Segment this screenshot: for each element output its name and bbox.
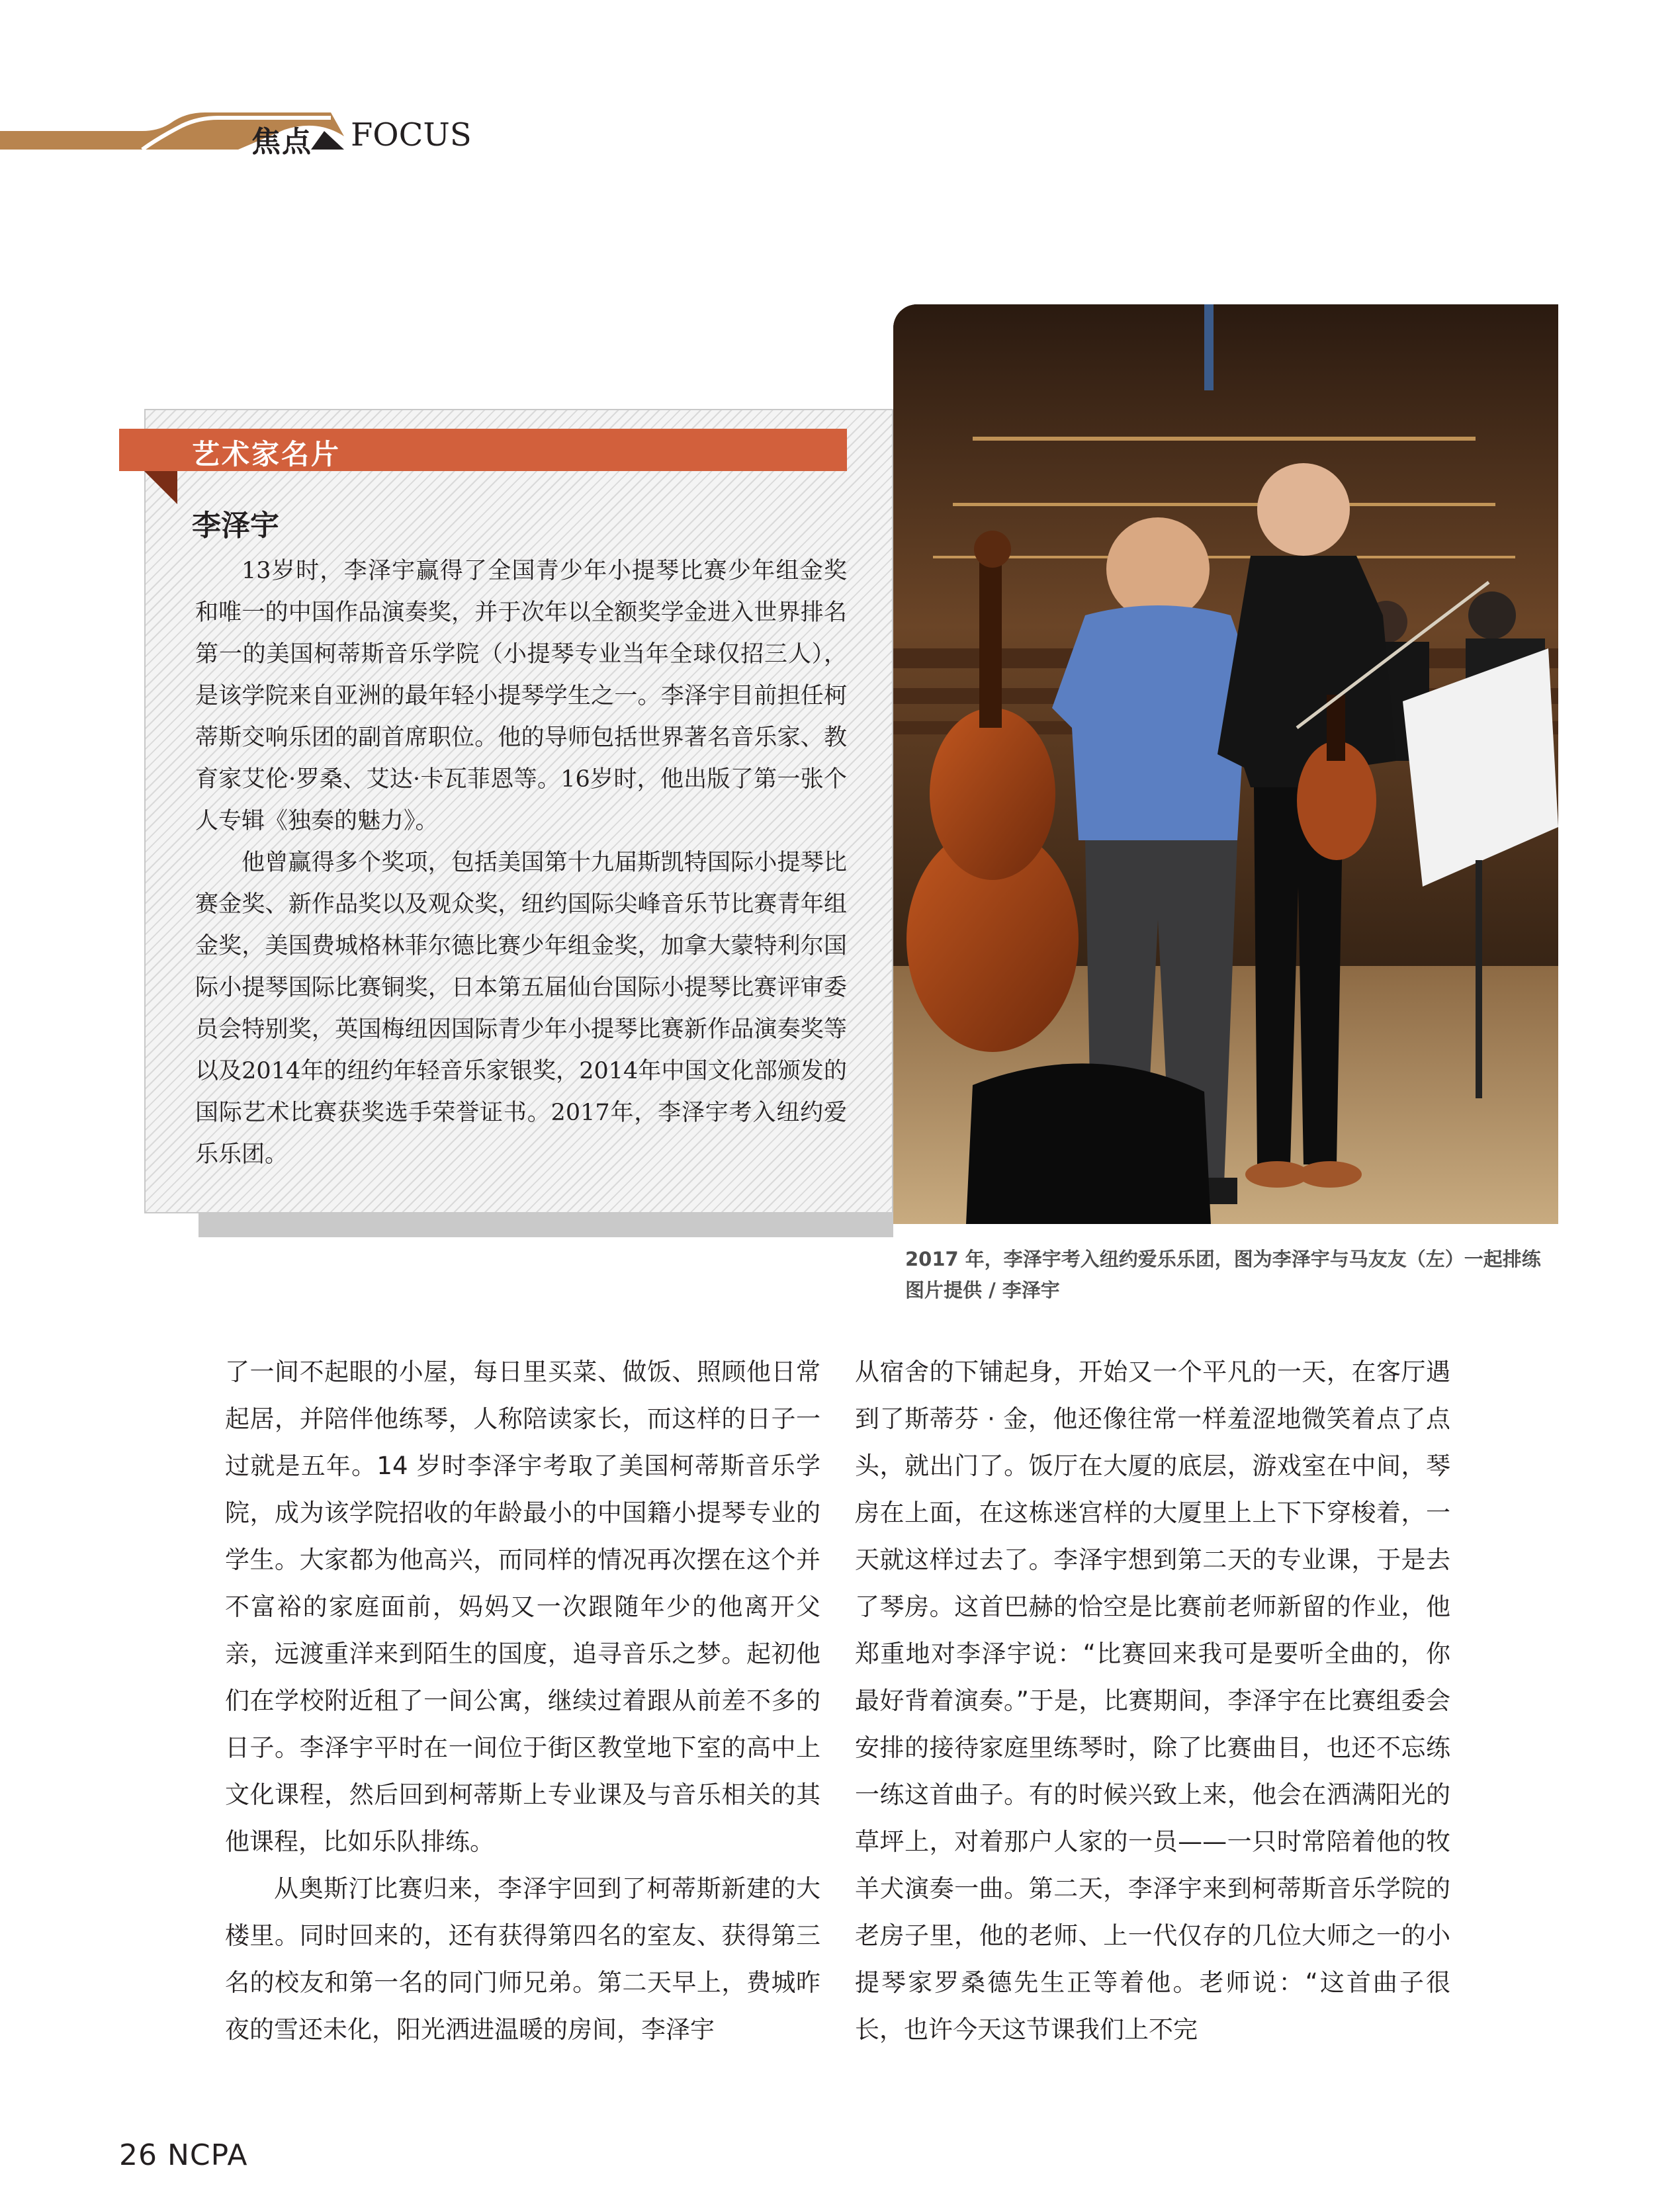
rehearsal-photo bbox=[893, 304, 1558, 1224]
photo-caption: 2017 年，李泽宇考入纽约爱乐乐团，图为李泽宇与马友友（左）一起排练 图片提供 / 李泽宇 bbox=[905, 1248, 1541, 1301]
artist-name: 李泽宇 bbox=[192, 509, 279, 543]
artist-card-tag bbox=[119, 429, 847, 471]
section-title-cn: 焦点 bbox=[251, 125, 312, 159]
article-paragraph: 了一间不起眼的小屋，每日里买菜、做饭、照顾他日常起居，并陪伴他练琴，人称陪读家长，而这样的日子一过就是五年。14 岁时李泽宇考取了美国柯蒂斯音乐学院，成为该学院招收的年龄最小的中国籍小提琴专业的学生。大家都为他高兴，而同样的情况再次摆在这个并不富裕的家庭面前，妈妈又一次跟随年少的他离开父亲，远渡重洋来到陌生的国度，追寻音乐之梦。起初他们在学校附近租了一间公寓，继续过着跟从前差不多的日子。李泽宇平时在一间位于街区教堂地下室的高中上文化课程，然后回到柯蒂斯上专业课及与音乐相关的其他课程，比如乐队排练。 bbox=[225, 1358, 820, 1856]
section-title-en: FOCUS bbox=[351, 116, 472, 153]
photo-illustration bbox=[893, 304, 1558, 1224]
artist-card-tag-label: 艺术家名片 bbox=[192, 438, 341, 470]
article-column-right bbox=[855, 1348, 1450, 2053]
artist-bio bbox=[195, 550, 847, 1176]
tag-fold-corner bbox=[144, 471, 177, 504]
artist-bio-paragraph: 他曾赢得多个奖项，包括美国第十九届斯凯特国际小提琴比赛金奖、新作品奖以及观众奖，纽约国际尖峰音乐节比赛青年组金奖，美国费城格林菲尔德比赛少年组金奖，加拿大蒙特利尔国际小提琴国际比赛铜奖，日本第五届仙台国际小提琴比赛评审委员会特别奖，英国梅纽因国际青少年小提琴比赛新作品演奏奖等以及2014年的纽约年轻音乐家银奖，2014年中国文化部颁发的国际艺术比赛获奖选手荣誉证书。2017年，李泽宇考入纽约爱乐乐团。 bbox=[195, 850, 847, 1168]
magazine-name: NCPA bbox=[167, 2138, 248, 2172]
article-column-left bbox=[225, 1348, 820, 2053]
article-paragraph: 从奥斯汀比赛归来，李泽宇回到了柯蒂斯新建的大楼里。同时回来的，还有获得第四名的室友、获得第三名的校友和第一名的同门师兄弟。第二天早上，费城昨夜的雪还未化，阳光洒进温暖的房间，李泽宇 bbox=[225, 1874, 820, 2044]
page-number: 26 bbox=[119, 2138, 157, 2172]
article-paragraph: 从宿舍的下铺起身，开始又一个平凡的一天，在客厅遇到了斯蒂芬 · 金，他还像往常一样羞涩地微笑着点了点头，就出门了。饭厅在大厦的底层，游戏室在中间，琴房在上面，在这栋迷宫样的大厦里上上下下穿梭着，一天就这样过去了。李泽宇想到第二天的专业课，于是去了琴房。这首巴赫的恰空是比赛前老师新留的作业，他郑重地对李泽宇说：“比赛回来我可是要听全曲的，你最好背着演奏。”于是，比赛期间，李泽宇在比赛组委会安排的接待家庭里练琴时，除了比赛曲目，也还不忘练一练这首曲子。有的时候兴致上来，他会在洒满阳光的草坪上，对着那户人家的一员——一只时常陪着他的牧羊犬演奏一曲。第二天，李泽宇来到柯蒂斯音乐学院的老房子里，他的老师、上一代仅存的几位大师之一的小提琴家罗桑德先生正等着他。老师说：“这首曲子很长，也许今天这节课我们上不完 bbox=[855, 1358, 1450, 2044]
section-header bbox=[0, 111, 503, 164]
artist-bio-paragraph: 13岁时，李泽宇赢得了全国青少年小提琴比赛少年组金奖和唯一的中国作品演奏奖，并于次年以全额奖学金进入世界排名第一的美国柯蒂斯音乐学院（小提琴专业当年全球仅招三人），是该学院来自亚洲的最年轻小提琴学生之一。李泽宇目前担任柯蒂斯交响乐团的副首席职位。他的导师包括世界著名音乐家、教育家艾伦·罗桑、艾达·卡瓦菲恩等。16岁时，他出版了第一张个人专辑《独奏的魅力》。 bbox=[195, 558, 847, 834]
page-footer bbox=[119, 2138, 247, 2172]
